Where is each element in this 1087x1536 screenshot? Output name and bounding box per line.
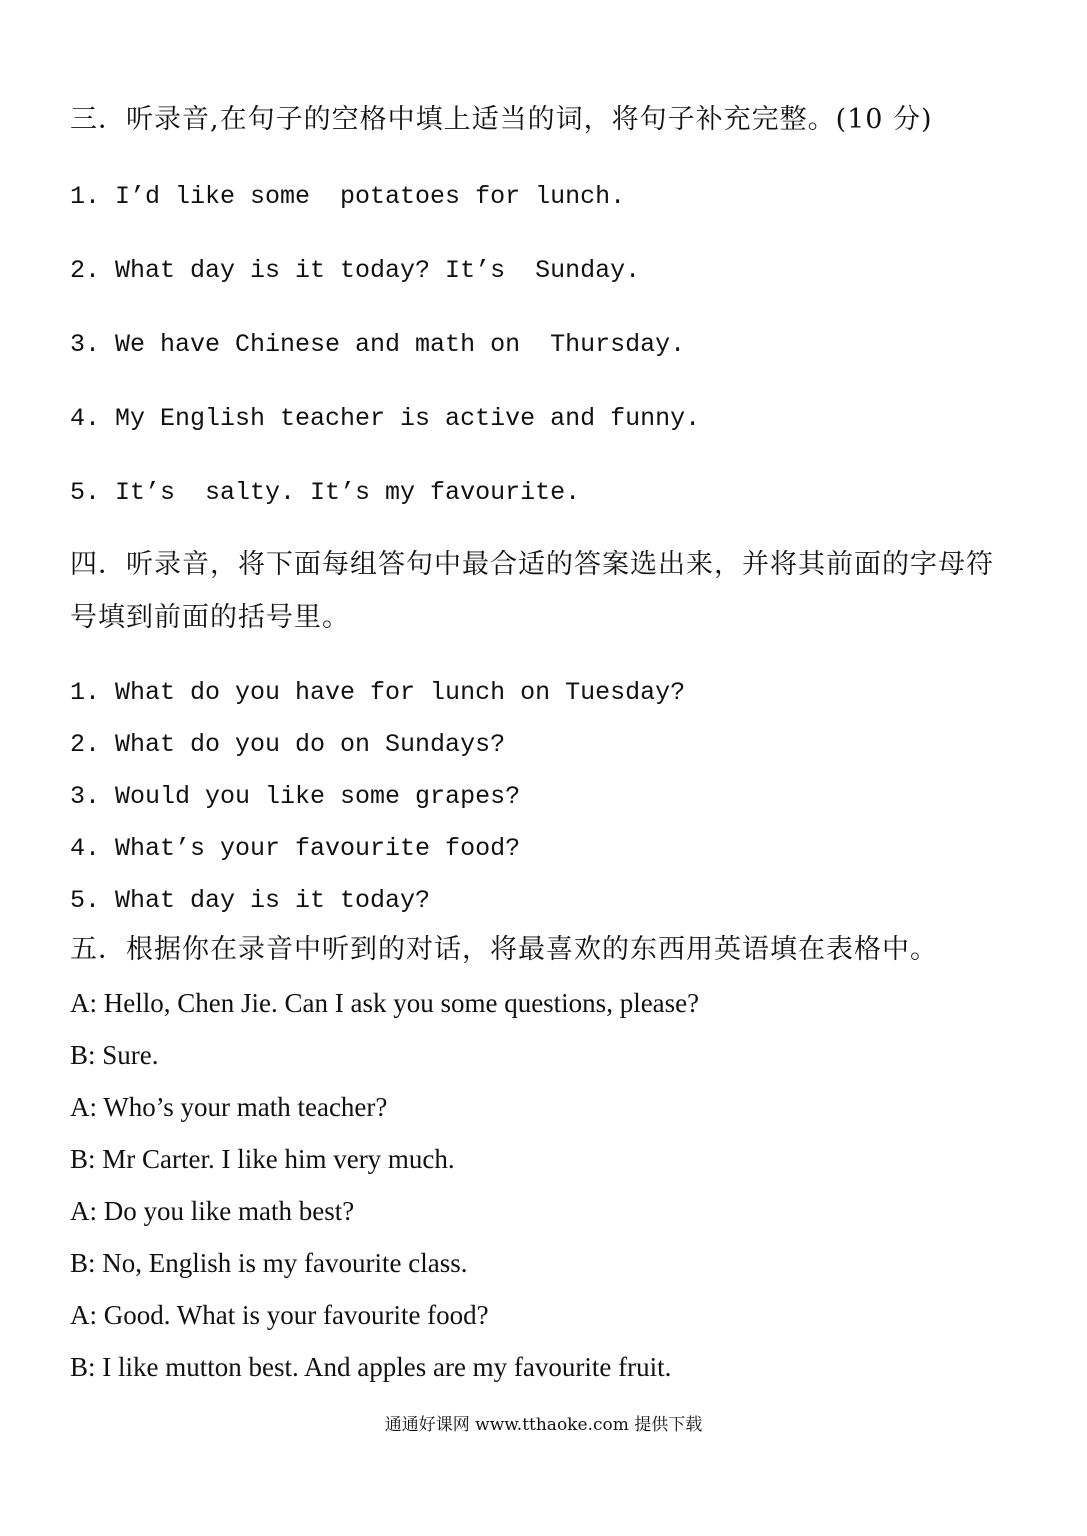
section-4-heading-line-2: 号填到前面的括号里。 (70, 602, 350, 633)
section-3-item-3: 3. We have Chinese and math on Thursday. (70, 330, 686, 359)
dialogue-line-2: B: Sure. (70, 1040, 159, 1070)
section-3-item-2: 2. What day is it today? It’s Sunday. (70, 256, 641, 285)
section-4-item-1: 1. What do you have for lunch on Tuesday? (70, 678, 686, 707)
dialogue-line-4: B: Mr Carter. I like him very much. (70, 1144, 455, 1174)
section-4-item-5: 5. What day is it today? (70, 886, 431, 915)
section-4-heading-line-1: 四．听录音，将下面每组答句中最合适的答案选出来，并将其前面的字母符 (70, 549, 994, 580)
dialogue-line-5: A: Do you like math best? (70, 1196, 355, 1226)
dialogue-line-7: A: Good. What is your favourite food? (70, 1300, 489, 1330)
dialogue-line-8: B: I like mutton best. And apples are my favourite fruit. (70, 1352, 672, 1382)
dialogue-line-6: B: No, English is my favourite class. (70, 1248, 468, 1278)
dialogue-line-1: A: Hello, Chen Jie. Can I ask you some questions, please? (70, 988, 700, 1018)
section-3-item-1: 1. I’d like some potatoes for lunch. (70, 182, 626, 211)
section-4-item-3: 3. Would you like some grapes? (70, 782, 521, 811)
section-3-heading: 三．听录音,在句子的空格中填上适当的词，将句子补充完整。(10 分) (70, 104, 933, 135)
section-3-item-4: 4. My English teacher is active and funny. (70, 404, 701, 433)
page-footer: 通通好课网 www.tthaoke.com 提供下载 (384, 1415, 703, 1435)
section-5-heading: 五．根据你在录音中听到的对话，将最喜欢的东西用英语填在表格中。 (70, 934, 938, 965)
section-4-item-2: 2. What do you do on Sundays? (70, 730, 506, 759)
section-3-item-5: 5. It’s salty. It’s my favourite. (70, 478, 581, 507)
dialogue-line-3: A: Who’s your math teacher? (70, 1092, 388, 1122)
section-4-item-4: 4. What’s your favourite food? (70, 834, 521, 863)
